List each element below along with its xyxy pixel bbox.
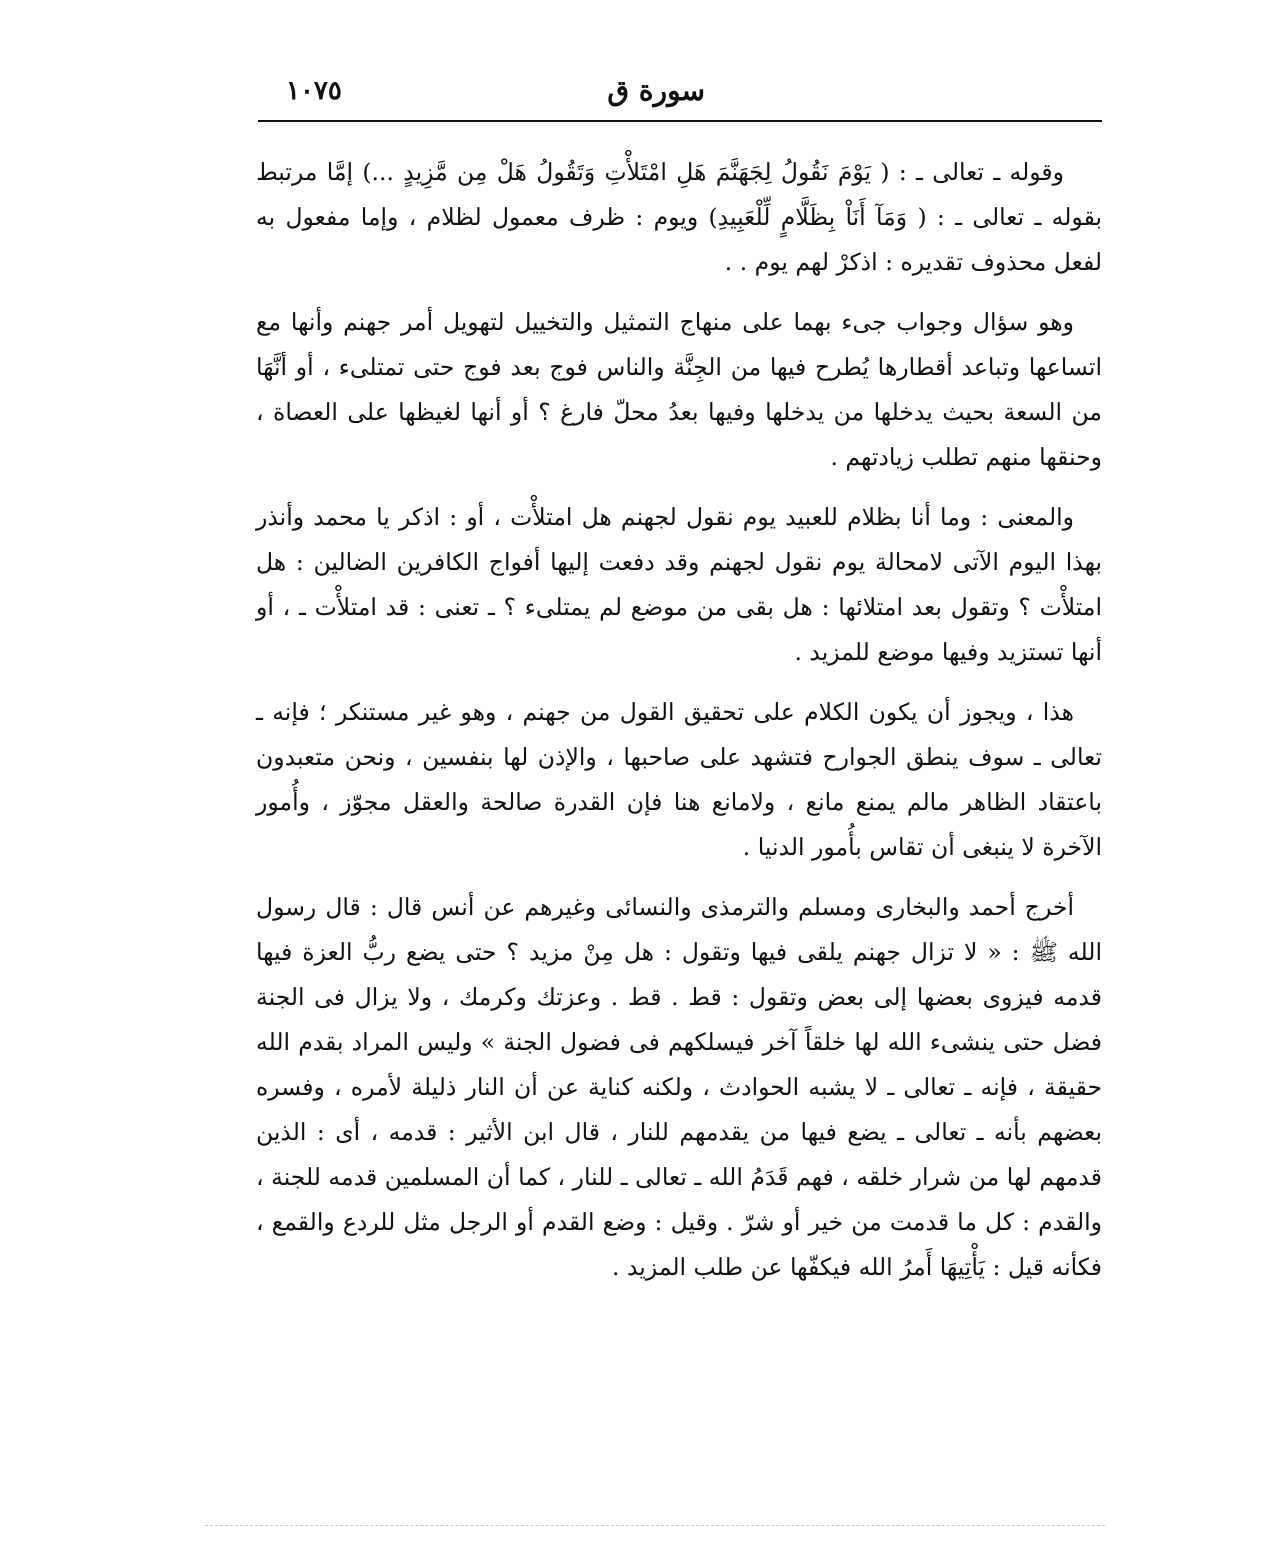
- paragraph-meaning: والمعنى : وما أنا بظلام للعبيد يوم نقول لجهنم هل امتلأْت ، أو : اذكر يا محمد وأنذر بهذا اليوم الآتى لامحالة يوم نقول لجهنم وقد دفعت إليها أفواج الكافرين الضالين : هل امتلأْت ؟ وتقول بعد امتلائها : هل بقى من موضع لم يمتلىء ؟ ـ تعنى : قد امتلأْت ـ ، أو أنها تستزيد وفيها موضع للمزيد .: [256, 503, 1102, 666]
- paragraph-literal-speech: هذا ، ويجوز أن يكون الكلام على تحقيق القول من جهنم ، وهو غير مستنكر ؛ فإنه ـ تعالى ـ سوف ينطق الجوارح فتشهد على صاحبها ، والإذن لها بنفسين ، ونحن متعبدون باعتقاد الظاهر مالم يمنع مانع ، ولامانع هنا فإن القدرة صالحة والعقل مجوّز ، وأُمور الآخرة لا ينبغى أن تقاس بأُمور الدنيا .: [256, 698, 1102, 861]
- body-text: [256, 150, 1102, 1305]
- paragraph-hadith: أخرج أحمد والبخارى ومسلم والترمذى والنسائى وغيرهم عن أنس قال : قال رسول الله ﷺ : « لا تزال جهنم يلقى فيها وتقول : هل مِنْ مزيد ؟ حتى يضع ربُّ العزة فيها قدمه فيزوى بعضها إلى بعض وتقول : قط . قط . وعزتك وكرمك ، ولا يزال فى الجنة فضل حتى ينشىء الله لها خلقاً آخر فيسلكهم فى فضول الجنة » وليس المراد بقدم الله حقيقة ، فإنه ـ تعالى ـ لا يشبه الحوادث ، ولكنه كناية عن أن النار ذليلة لأمره ، وفسره بعضهم بأنه ـ تعالى ـ يضع فيها من يقدمهم للنار ، قال ابن الأثير : قدمه ، أى : الذين قدمهم لها من شرار خلقه ، فهم قَدَمُ الله ـ تعالى ـ للنار ، كما أن المسلمين قدمه للجنة ، والقدم : كل ما قدمت من خير أو شرّ . وقيل : وضع القدم أو الرجل مثل للردع والقمع ، فكأنه قيل : يَأْتِيهَا أَمرُ الله فيكفّها عن طلب المزيد .: [256, 893, 1102, 1281]
- paragraph-verse-analysis: وقوله ـ تعالى ـ : ( يَوْمَ نَقُولُ لِجَهَنَّمَ هَلِ امْتَلأْتِ وَتَقُولُ هَلْ مِن مَّزِيدٍ ...) إمَّا مرتبط بقوله ـ تعالى ـ : ( وَمَآ أَنَاْ بِظَلَّامٍ لِّلْعَبِيدِ) ويوم : ظرف معمول لظلام ، وإما مفعول به لفعل محذوف تقديره : اذكرْ لهم يوم . .: [256, 158, 1102, 276]
- header-divider: [258, 120, 1102, 122]
- surah-title: سورة ق: [607, 74, 705, 107]
- page-header: [258, 70, 1100, 118]
- paragraph-question-answer: وهو سؤال وجواب جىء بهما على منهاج التمثيل والتخييل لتهويل أمر جهنم وأنها مع اتساعها وتباعد أقطارها يُطرح فيها من الجِنَّة والناس فوج بعد فوج حتى تمتلىء ، أو أنَّهَا من السعة بحيث يدخلها من يدخلها وفيها بعدُ محلّ فارغ ؟ أو أنها لغيظها على العصاة ، وحنقها منهم تطلب زيادتهم .: [256, 308, 1102, 471]
- page-number: ١٠٧٥: [286, 76, 342, 106]
- bottom-divider: [205, 1525, 1105, 1526]
